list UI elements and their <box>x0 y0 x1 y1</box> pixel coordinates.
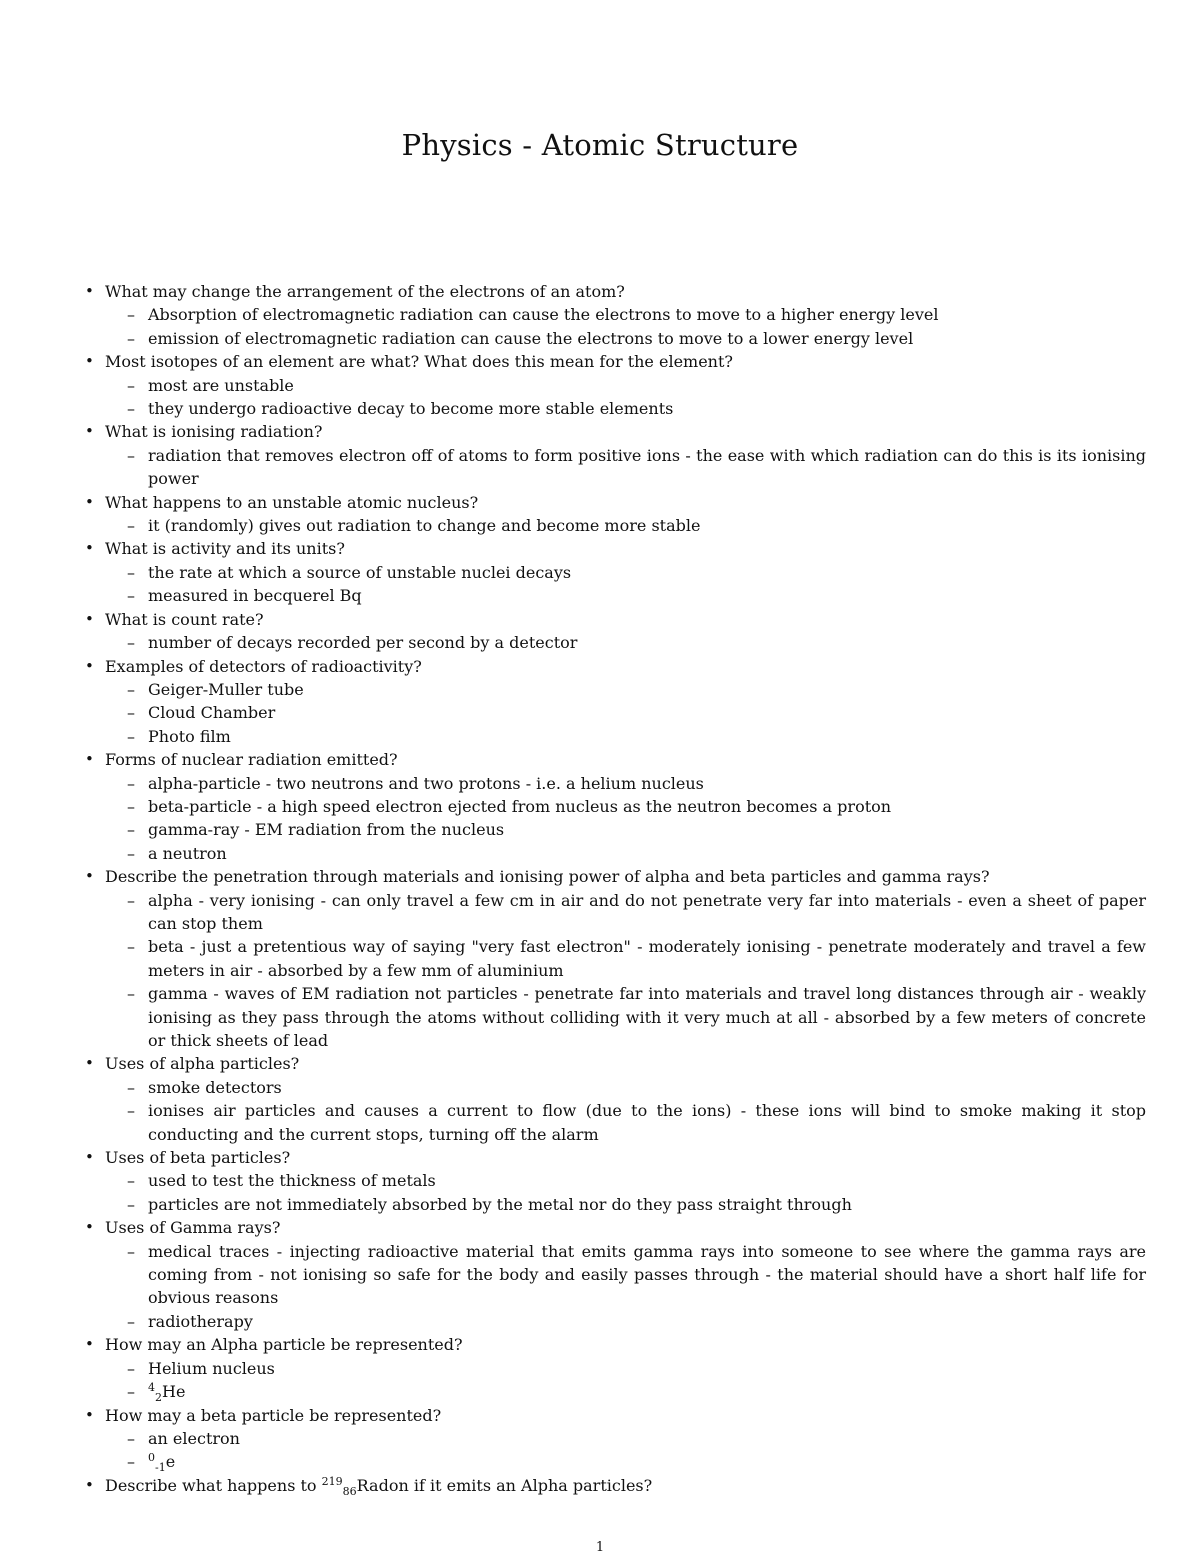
question-text: Uses of Gamma rays? <box>105 1218 281 1238</box>
answer-item: – Absorption of electromagnetic radiation can cause the electrons to move to a higher energy level <box>105 303 1146 326</box>
answer-list <box>105 444 1146 491</box>
question-text: How may an Alpha particle be represented? <box>105 1335 463 1355</box>
atomic-number: -1 <box>155 1461 166 1475</box>
question-item <box>80 491 1146 538</box>
answer-list <box>105 1240 1146 1334</box>
question-text-prefix: Describe what happens to <box>105 1475 322 1495</box>
answer-item: – a neutron <box>105 842 1146 865</box>
question-text: What is activity and its units? <box>105 539 345 559</box>
question-item <box>80 608 1146 655</box>
question-text: Examples of detectors of radioactivity? <box>105 656 422 676</box>
question-text-suffix: if it emits an Alpha particles? <box>408 1475 653 1495</box>
question-item <box>80 1216 1146 1333</box>
mass-number: 0 <box>148 1451 155 1465</box>
answer-item: – beta-particle - a high speed electron ejected from nucleus as the neutron becomes a proton <box>105 795 1146 818</box>
answer-list <box>105 772 1146 866</box>
answer-item: – Geiger-Muller tube <box>105 678 1146 701</box>
answer-item: – gamma-ray - EM radiation from the nucleus <box>105 818 1146 841</box>
answer-list <box>105 1169 1146 1216</box>
mass-number: 219 <box>321 1474 343 1488</box>
answer-list <box>105 1076 1146 1146</box>
question-text: How may a beta particle be represented? <box>105 1405 442 1425</box>
question-text: Uses of beta particles? <box>105 1148 291 1168</box>
answer-list <box>105 514 1146 537</box>
answer-item: – most are unstable <box>105 374 1146 397</box>
alpha-notation <box>105 1380 1146 1403</box>
answer-item: – number of decays recorded per second by a detector <box>105 631 1146 654</box>
answer-item: – alpha - very ionising - can only travel a few cm in air and do not penetrate very far into materials - even a sheet of paper can stop them <box>105 889 1146 936</box>
question-item <box>80 350 1146 420</box>
answer-item: – medical traces - injecting radioactive material that emits gamma rays into someone to see where the gamma rays are coming from - not ionising so safe for the body and easily passes through - the material should have a short half life for obvious reasons <box>105 1240 1146 1310</box>
answer-item: – used to test the thickness of metals <box>105 1169 1146 1192</box>
page-title: Physics - Atomic Structure <box>401 128 799 162</box>
element-name: Radon <box>356 1475 409 1495</box>
question-text: Describe the penetration through materials and ionising power of alpha and beta particles and gamma rays? <box>105 867 990 887</box>
page-number: 1 <box>595 1540 605 1555</box>
question-item <box>80 1052 1146 1146</box>
answer-item: – smoke detectors <box>105 1076 1146 1099</box>
answer-list <box>105 1357 1146 1404</box>
question-item <box>80 1333 1146 1403</box>
answer-item: – Cloud Chamber <box>105 701 1146 724</box>
answer-list <box>105 1427 1146 1474</box>
answer-item: – gamma - waves of EM radiation not particles - penetrate far into materials and travel long distances through air - weakly ionising as they pass through the atoms without colliding with it very much at all - absorbed by a few meters of concrete or thick sheets of lead <box>105 982 1146 1052</box>
question-text: Uses of alpha particles? <box>105 1054 300 1074</box>
answer-list <box>105 303 1146 350</box>
answer-list <box>105 374 1146 421</box>
question-item <box>80 1404 1146 1474</box>
atomic-number: 86 <box>342 1484 357 1498</box>
mass-number: 4 <box>148 1381 155 1395</box>
question-item <box>80 1474 1146 1497</box>
answer-list <box>105 561 1146 608</box>
question-text: Most isotopes of an element are what? What does this mean for the element? <box>105 352 733 372</box>
question-item <box>80 1146 1146 1216</box>
answer-item: – alpha-particle - two neutrons and two protons - i.e. a helium nucleus <box>105 772 1146 795</box>
question-item <box>80 655 1146 749</box>
answer-item: – Photo film <box>105 725 1146 748</box>
answer-item: – beta - just a pretentious way of saying "very fast electron" - moderately ionising - penetrate moderately and travel a few meters in air - absorbed by a few mm of aluminium <box>105 935 1146 982</box>
atomic-number: 2 <box>155 1391 162 1405</box>
question-item <box>80 748 1146 865</box>
question-item <box>80 537 1146 607</box>
answer-list <box>105 631 1146 654</box>
answer-item: – an electron <box>105 1427 1146 1450</box>
answer-item: – Helium nucleus <box>105 1357 1146 1380</box>
question-text: What happens to an unstable atomic nucleus? <box>105 492 479 512</box>
answer-item: – radiotherapy <box>105 1310 1146 1333</box>
question-list <box>80 280 1146 1497</box>
question-item <box>80 280 1146 350</box>
answer-item: – emission of electromagnetic radiation can cause the electrons to move to a lower energy level <box>105 327 1146 350</box>
question-text: What is count rate? <box>105 609 264 629</box>
question-text: What may change the arrangement of the electrons of an atom? <box>105 282 625 301</box>
answer-item: – radiation that removes electron off of atoms to form positive ions - the ease with which radiation can do this is its ionising power <box>105 444 1146 491</box>
answer-item: – the rate at which a source of unstable nuclei decays <box>105 561 1146 584</box>
answer-list <box>105 678 1146 748</box>
element-symbol: e <box>165 1452 176 1472</box>
answer-item: – ionises air particles and causes a current to flow (due to the ions) - these ions will bind to smoke making it stop conducting and the current stops, turning off the alarm <box>105 1099 1146 1146</box>
question-text: What is ionising radiation? <box>105 422 323 442</box>
question-item <box>80 420 1146 490</box>
answer-list <box>105 889 1146 1053</box>
beta-notation <box>105 1450 1146 1473</box>
answer-item: – it (randomly) gives out radiation to change and become more stable <box>105 514 1146 537</box>
answer-item: – particles are not immediately absorbed by the metal nor do they pass straight through <box>105 1193 1146 1216</box>
question-text: Forms of nuclear radiation emitted? <box>105 750 398 770</box>
element-symbol: He <box>162 1382 186 1402</box>
question-item <box>80 865 1146 1052</box>
answer-item: – they undergo radioactive decay to become more stable elements <box>105 397 1146 420</box>
answer-item: – measured in becquerel Bq <box>105 584 1146 607</box>
